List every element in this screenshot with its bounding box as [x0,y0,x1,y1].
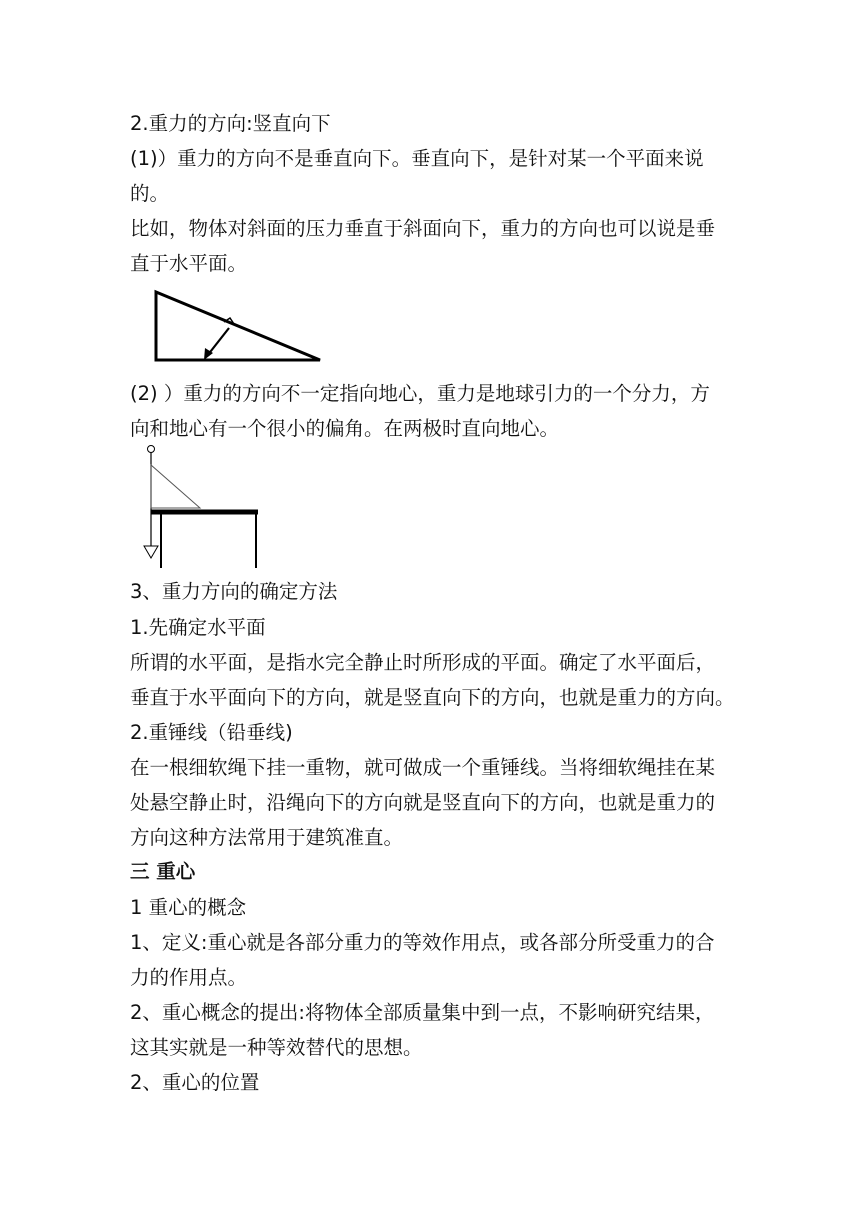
paragraph-line: 的。 [130,182,170,205]
paragraph-line: (2) ）重力的方向不一定指向地心，重力是地球引力的一个分力，方 [130,382,710,405]
paragraph-line: 所谓的水平面，是指水完全静止时所形成的平面。确定了水平面后， [130,651,716,674]
paragraph-line: 在一根细软绳下挂一重物，就可做成一个重锤线。当将细软绳挂在某 [130,756,716,779]
plumb-line-diagram [138,440,264,570]
subheading-position: 2、重心的位置 [130,1071,260,1094]
paragraph-line: 力的作用点。 [130,966,248,989]
incline-triangle [156,292,320,360]
paragraph-line: (1)）重力的方向不是垂直向下。垂直向下，是针对某一个平面来说 [130,147,704,170]
triangle-ruler [151,465,200,508]
plumb-bob-arrow-icon [144,546,158,558]
paragraph-line: 方向这种方法常用于建筑准直。 [130,826,404,849]
heading-method: 3、重力方向的确定方法 [130,580,338,603]
pivot-icon [148,446,155,453]
incline-diagram [150,288,330,364]
paragraph-line: 1、定义:重心就是各部分重力的等效作用点，或各部分所受重力的合 [130,931,715,954]
paragraph-line: 比如，物体对斜面的压力垂直于斜面向下，重力的方向也可以说是垂 [130,217,716,240]
paragraph-line: 2、重心概念的提出:将物体全部质量集中到一点，不影响研究结果， [130,1001,715,1024]
paragraph-line: 这其实就是一种等效替代的思想。 [130,1036,423,1059]
paragraph-line: 向和地心有一个很小的偏角。在两极时直向地心。 [130,417,560,440]
section-heading-center-of-gravity: 三 重心 [130,860,196,883]
paragraph-line: 垂直于水平面向下的方向，就是竖直向下的方向，也就是重力的方向。 [130,686,735,709]
paragraph-line: 直于水平面。 [130,252,248,275]
subheading-horizontal-plane: 1.先确定水平面 [130,616,266,639]
subheading-concept: 1 重心的概念 [130,896,247,919]
heading-gravity-direction: 2.重力的方向:竖直向下 [130,112,331,135]
paragraph-line: 处悬空静止时，沿绳向下的方向就是竖直向下的方向，也就是重力的 [130,791,716,814]
subheading-plumb-line: 2.重锤线（铅垂线) [130,721,293,744]
